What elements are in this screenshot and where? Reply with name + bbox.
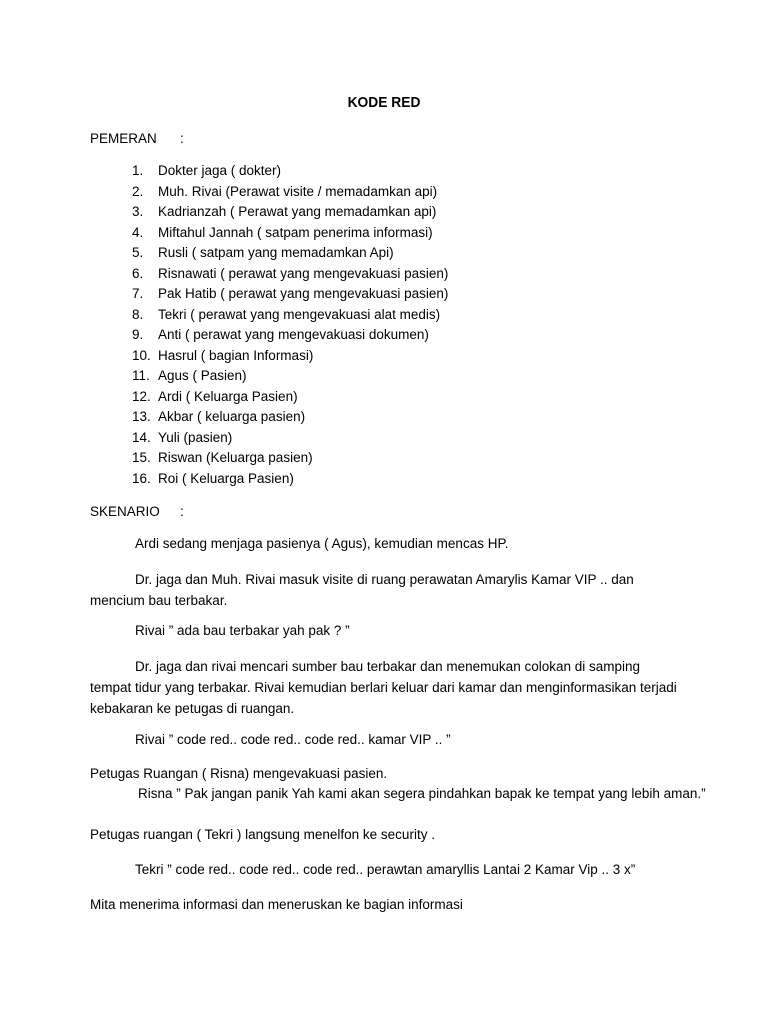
cast-label: PEMERAN (90, 131, 157, 146)
cast-heading (90, 131, 184, 146)
document-title: KODE RED (347, 94, 421, 111)
scenario-label: SKENARIO (90, 504, 160, 519)
scenario-paragraph: Dr. jaga dan rivai mencari sumber bau terbakar dan menemukan colokan di samping tempat tidur yang terbakar. Rivai kemudian berlari keluar dari kamar dan menginformasikan terjadi kebakaran ke petugas di ruangan. (90, 659, 677, 716)
list-item: 2. Muh. Rivai (Perawat visite / memadamkan api) (132, 183, 438, 199)
cast-list (132, 161, 448, 489)
list-item: 16. Roi ( Keluarga Pasien) (132, 470, 294, 486)
list-item: 8. Tekri ( perawat yang mengevakuasi alat medis) (132, 306, 441, 322)
dialogue-line: Rivai ” ada bau terbakar yah pak ? ” (135, 623, 350, 638)
list-item: 3. Kadrianzah ( Perawat yang memadamkan api) (132, 204, 437, 219)
scenario-paragraph: Ardi sedang menjaga pasienya ( Agus), kemudian mencas HP. (135, 536, 509, 551)
list-item: 1. Dokter jaga ( dokter) (132, 163, 282, 178)
scenario-paragraph: Petugas ruangan ( Tekri ) langsung menelfon ke security . (90, 827, 435, 842)
scenario-colon: : (180, 504, 184, 519)
scenario-paragraph: Dr. jaga dan Muh. Rivai masuk visite di ruang perawatan Amarylis Kamar VIP .. dan mencium bau terbakar. (90, 572, 634, 608)
list-item: 5. Rusli ( satpam yang memadamkan Api) (132, 245, 394, 260)
list-item: 15. Riswan (Keluarga pasien) (132, 450, 313, 465)
dialogue-line: Risna ” Pak jangan panik Yah kami akan segera pindahkan bapak ke tempat yang lebih aman.” (138, 786, 706, 801)
list-item: 13. Akbar ( keluarga pasien) (132, 409, 306, 424)
list-item: 9. Anti ( perawat yang mengevakuasi dokumen) (132, 327, 429, 342)
list-item: 11. Agus ( Pasien) (132, 368, 247, 383)
dialogue-line: Tekri ” code red.. code red.. code red.. perawtan amaryllis Lantai 2 Kamar Vip .. 3 x” (135, 862, 636, 877)
scenario-heading (90, 504, 184, 519)
list-item: 6. Risnawati ( perawat yang mengevakuasi pasien) (132, 265, 449, 281)
list-item: 4. Miftahul Jannah ( satpam penerima informasi) (132, 224, 433, 240)
scenario-paragraph: Petugas Ruangan ( Risna) mengevakuasi pasien. (90, 766, 388, 781)
list-item: 7. Pak Hatib ( perawat yang mengevakuasi pasien) (132, 286, 449, 301)
dialogue-line: Rivai ” code red.. code red.. code red.. kamar VIP .. ” (135, 732, 451, 747)
cast-colon: : (180, 131, 184, 146)
list-item: 10. Hasrul ( bagian Informasi) (132, 347, 314, 363)
list-item: 14. Yuli (pasien) (132, 429, 233, 445)
scenario-paragraph: Mita menerima informasi dan meneruskan ke bagian informasi (90, 897, 463, 912)
list-item: 12. Ardi ( Keluarga Pasien) (132, 388, 298, 404)
